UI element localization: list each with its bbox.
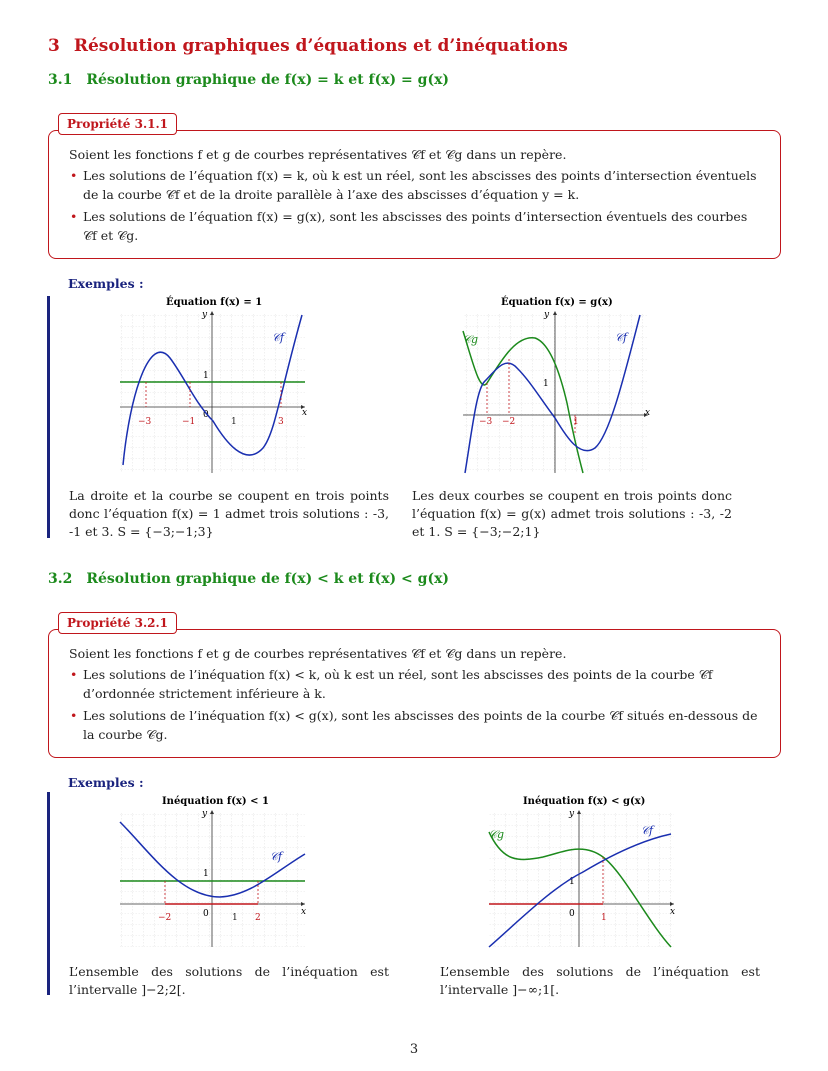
- property-box-1: [48, 130, 781, 259]
- tick-label: 1: [232, 913, 238, 923]
- property-intro: Soient les fonctions f et g de courbes représentatives 𝒞f et 𝒞g dans un repère.: [69, 147, 567, 162]
- y-label: y: [202, 310, 208, 320]
- y-tick-label: 1: [569, 877, 575, 887]
- x-label: x: [670, 907, 676, 917]
- curve-f-label: 𝒞f: [272, 331, 285, 344]
- tick-label: −1: [182, 417, 196, 427]
- y-tick-label: 1: [203, 869, 209, 879]
- tick-label: −2: [158, 913, 172, 923]
- tick-label: 1: [231, 417, 237, 427]
- subsection-title-3-1: 3.1 Résolution graphique de f(x) = k et f(x) = g(x): [48, 72, 450, 88]
- tick-label: −3: [138, 417, 152, 427]
- graph-equation-f-eq-1: [110, 293, 320, 478]
- tick-label: 1: [601, 913, 607, 923]
- example-caption-1: La droite et la courbe se coupent en trois points donc l’équation f(x) = 1 admet trois solutions : -3, -1 et 3. S = {−3;−1;3}: [69, 488, 389, 539]
- y-label: y: [544, 310, 550, 320]
- example-bar: [47, 296, 50, 538]
- y-label: y: [202, 809, 208, 819]
- property-item: • Les solutions de l’équation f(x) = g(x), sont les abscisses des points d’intersection éventuels des courbes 𝒞f et 𝒞g.: [83, 207, 762, 245]
- examples-label: Exemples :: [68, 775, 144, 790]
- origin-label: 0: [203, 410, 209, 420]
- curve-f-label: 𝒞f: [615, 331, 628, 344]
- page-number: 3: [409, 1042, 419, 1057]
- example-caption-3: L’ensemble des solutions de l’inéquation est l’intervalle ]−2;2[.: [69, 964, 389, 997]
- y-tick-label: 1: [543, 379, 549, 389]
- graph-title: Inéquation f(x) < 1: [162, 796, 269, 807]
- curve-g-label: 𝒞g: [463, 333, 479, 346]
- property-label-2: Propriété 3.2.1: [58, 612, 177, 634]
- curve-f-label: 𝒞f: [641, 824, 654, 837]
- graph-inequation-f-lt-1: [110, 792, 320, 952]
- property-box-2: [48, 629, 781, 758]
- curve-g-label: 𝒞g: [489, 828, 505, 841]
- curve-f-label: 𝒞f: [270, 850, 283, 863]
- example-bar: [47, 792, 50, 995]
- example-caption-2: Les deux courbes se coupent en trois points donc l’équation f(x) = g(x) admet trois solutions : -3, -2 et 1. S = {−3;−2;1}: [412, 488, 732, 539]
- property-label-1: Propriété 3.1.1: [58, 113, 177, 135]
- origin-label: 0: [569, 909, 575, 919]
- graph-title: Équation f(x) = g(x): [501, 297, 613, 308]
- tick-label: 2: [255, 913, 261, 923]
- property-intro: Soient les fonctions f et g de courbes représentatives 𝒞f et 𝒞g dans un repère.: [69, 646, 567, 661]
- origin-label: 0: [203, 909, 209, 919]
- property-item: • Les solutions de l’équation f(x) = k, où k est un réel, sont les abscisses des points d’intersection éventuels de la courbe 𝒞f et de la droite parallèle à l’axe des abscisses d’équation y = k.: [83, 166, 762, 204]
- tick-label: 1: [573, 417, 579, 427]
- y-tick-label: 1: [203, 371, 209, 381]
- x-label: x: [302, 408, 308, 418]
- examples-label: Exemples :: [68, 276, 144, 291]
- grid: [120, 812, 305, 947]
- tick-label: −3: [479, 417, 493, 427]
- x-label: x: [645, 408, 651, 418]
- section-title: 3 Résolution graphiques d’équations et d’inéquations: [48, 36, 568, 56]
- property-item: • Les solutions de l’inéquation f(x) < k, où k est un réel, sont les abscisses des points de la courbe 𝒞f d’ordonnée strictement inférieure à k.: [83, 665, 762, 703]
- tick-label: 3: [278, 417, 284, 427]
- property-item: • Les solutions de l’inéquation f(x) < g(x), sont les abscisses des points de la courbe 𝒞f situés en-dessous de la courbe 𝒞g.: [83, 706, 762, 744]
- graph-title: Inéquation f(x) < g(x): [523, 796, 646, 807]
- graph-equation-f-eq-g: [455, 293, 665, 478]
- x-label: x: [301, 907, 307, 917]
- graph-inequation-f-lt-g: [483, 792, 693, 952]
- y-label: y: [569, 809, 575, 819]
- graph-title: Équation f(x) = 1: [166, 297, 263, 308]
- subsection-title-3-2: 3.2 Résolution graphique de f(x) < k et f(x) < g(x): [48, 571, 450, 587]
- example-caption-4: L’ensemble des solutions de l’inéquation est l’intervalle ]−∞;1[.: [440, 964, 760, 997]
- tick-label: −2: [502, 417, 516, 427]
